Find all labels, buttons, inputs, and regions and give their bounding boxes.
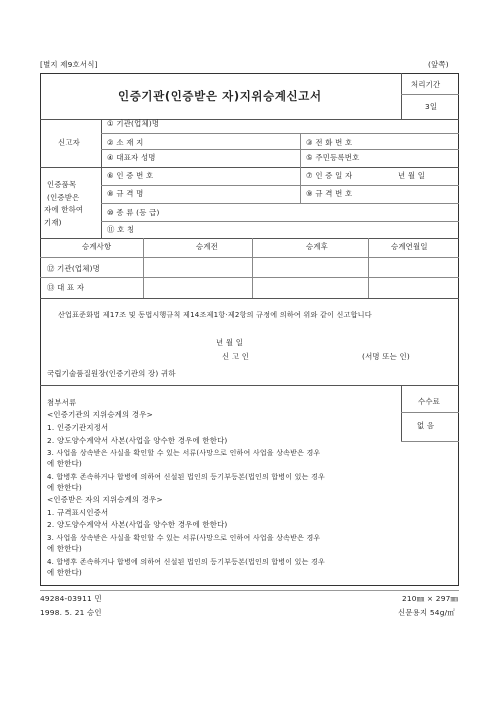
- paper-type: 신문용지 54g/㎡: [398, 608, 455, 617]
- succession-col-date: 승계연월일: [391, 242, 428, 251]
- succession-row-rep: ⑬ 대 표 자: [47, 283, 85, 292]
- fee-divider: [401, 385, 402, 441]
- attach-item: 1. 규격표시인증서: [47, 508, 109, 517]
- attach-section-2: <인증받은 자의 지위승계의 경우>: [47, 495, 163, 504]
- attach-item-cont: 에 한한다): [47, 483, 82, 492]
- org-name-field: ① 기관(업체)명: [107, 119, 160, 128]
- fee-value: 없 음: [417, 421, 435, 430]
- rep-name-field: ④ 대표자 성명: [107, 153, 156, 162]
- title-bottom-line: [40, 119, 459, 120]
- succession-col-line: [252, 238, 253, 298]
- fee-bottom: [401, 441, 459, 442]
- standard-no-field: ⑨ 규 격 번 호: [306, 189, 353, 198]
- declaration-text: 산업표준화법 제17조 및 동법시행규칙 제14조제1항·제2항의 규정에 의하여 위와 같이 신고합니다: [58, 310, 372, 319]
- cert-label-1: 인증품목: [47, 180, 77, 189]
- cert-label-4: 기재): [44, 218, 62, 227]
- section-line: [40, 298, 459, 299]
- attach-item-cont: 에 한한다): [47, 568, 82, 577]
- attach-section-1: <인증기관의 지위승계의 경우>: [47, 410, 153, 419]
- row-line: [40, 257, 459, 258]
- cert-label-2: (인증받은: [47, 193, 80, 202]
- phone-field: ③ 전 화 번 호: [306, 138, 353, 147]
- row-line: [101, 133, 459, 134]
- processing-value: 3일: [425, 102, 438, 111]
- processing-label: 처리기간: [411, 80, 441, 89]
- kind-grade-field: ⑩ 종 류 (등 급): [107, 208, 160, 217]
- reporter-mid-line: [300, 133, 301, 167]
- processing-divider: [401, 73, 402, 119]
- cert-number-field: ⑥ 인 증 번 호: [107, 171, 154, 180]
- cert-date-field: ⑦ 인 증 일 자: [306, 171, 353, 180]
- sign-note: (서명 또는 인): [362, 352, 410, 361]
- form-number: [별지 제9호서식]: [40, 60, 98, 69]
- attachments-title: 첨부서류: [47, 398, 77, 407]
- row-line: [101, 149, 459, 150]
- fee-label: 수수료: [418, 397, 441, 406]
- form-code: 49284-03911 민: [40, 594, 102, 603]
- processing-separator: [401, 94, 459, 95]
- succession-col-line: [143, 238, 144, 298]
- cert-date-ymd: 년 월 일: [398, 171, 426, 180]
- reporter-sign-label: 신 고 인: [222, 352, 250, 361]
- paper-size: 210㎜ × 297㎜: [402, 594, 459, 603]
- succession-row-org: ⑫ 기관(업체)명: [47, 264, 101, 273]
- attach-item-cont: 에 한한다): [47, 459, 82, 468]
- declaration-date: 년 월 일: [216, 338, 244, 347]
- form-title: 인증기관(인증받은 자)지위승계신고서: [118, 89, 322, 103]
- resident-no-field: ⑤ 주민등록번호: [306, 153, 360, 162]
- attach-item: 2. 양도양수계약서 사본(사업을 양수한 경우에 한한다): [47, 436, 228, 445]
- location-field: ② 소 재 지: [107, 138, 144, 147]
- section-line: [40, 385, 459, 386]
- page-side: (앞쪽): [428, 60, 449, 69]
- attach-item: 1. 인증기관지정서: [47, 423, 109, 432]
- fee-separator: [401, 412, 459, 413]
- section-line: [40, 238, 459, 239]
- footer-line: [40, 590, 459, 591]
- reporter-label: 신고자: [58, 138, 81, 147]
- attach-item: 4. 합병후 존속하거나 합병에 의하여 신설된 법인의 등기부등본(법인의 합병이 있는 경우: [47, 473, 325, 481]
- standard-name-field: ⑧ 규 격 명: [107, 189, 144, 198]
- row-line: [101, 203, 459, 204]
- cert-mid-line: [300, 167, 301, 203]
- attach-item: 4. 합병후 존속하거나 합병에 의하여 신설된 법인의 등기부등본(법인의 합병이 있는 경우: [47, 558, 325, 566]
- attach-item: 3. 사업을 상속받은 사실을 확인할 수 있는 서류(사망으로 인하여 사업을 상속받은 경우: [47, 449, 321, 457]
- row-line: [40, 277, 459, 278]
- recipient: 국립기술품질원장(인증기관의 장) 귀하: [47, 369, 176, 378]
- designation-field: ⑪ 호 칭: [107, 225, 135, 234]
- attach-item: 2. 양도양수계약서 사본(사업을 양수한 경우에 한한다): [47, 520, 228, 529]
- approval-date: 1998. 5. 21 승인: [40, 608, 102, 617]
- section-line: [40, 167, 459, 168]
- attach-item-cont: 에 한한다): [47, 544, 82, 553]
- row-line: [101, 185, 459, 186]
- succession-col-item: 승계사항: [82, 242, 112, 251]
- row-line: [101, 221, 459, 222]
- succession-col-after: 승계후: [306, 242, 329, 251]
- attach-item: 3. 사업을 상속받은 사실을 확인할 수 있는 서류(사망으로 인하여 사업을 상속받은 경우: [47, 534, 321, 542]
- succession-col-line: [368, 238, 369, 298]
- succession-col-before: 승계전: [196, 242, 219, 251]
- cert-label-3: 자에 한하여: [44, 205, 84, 214]
